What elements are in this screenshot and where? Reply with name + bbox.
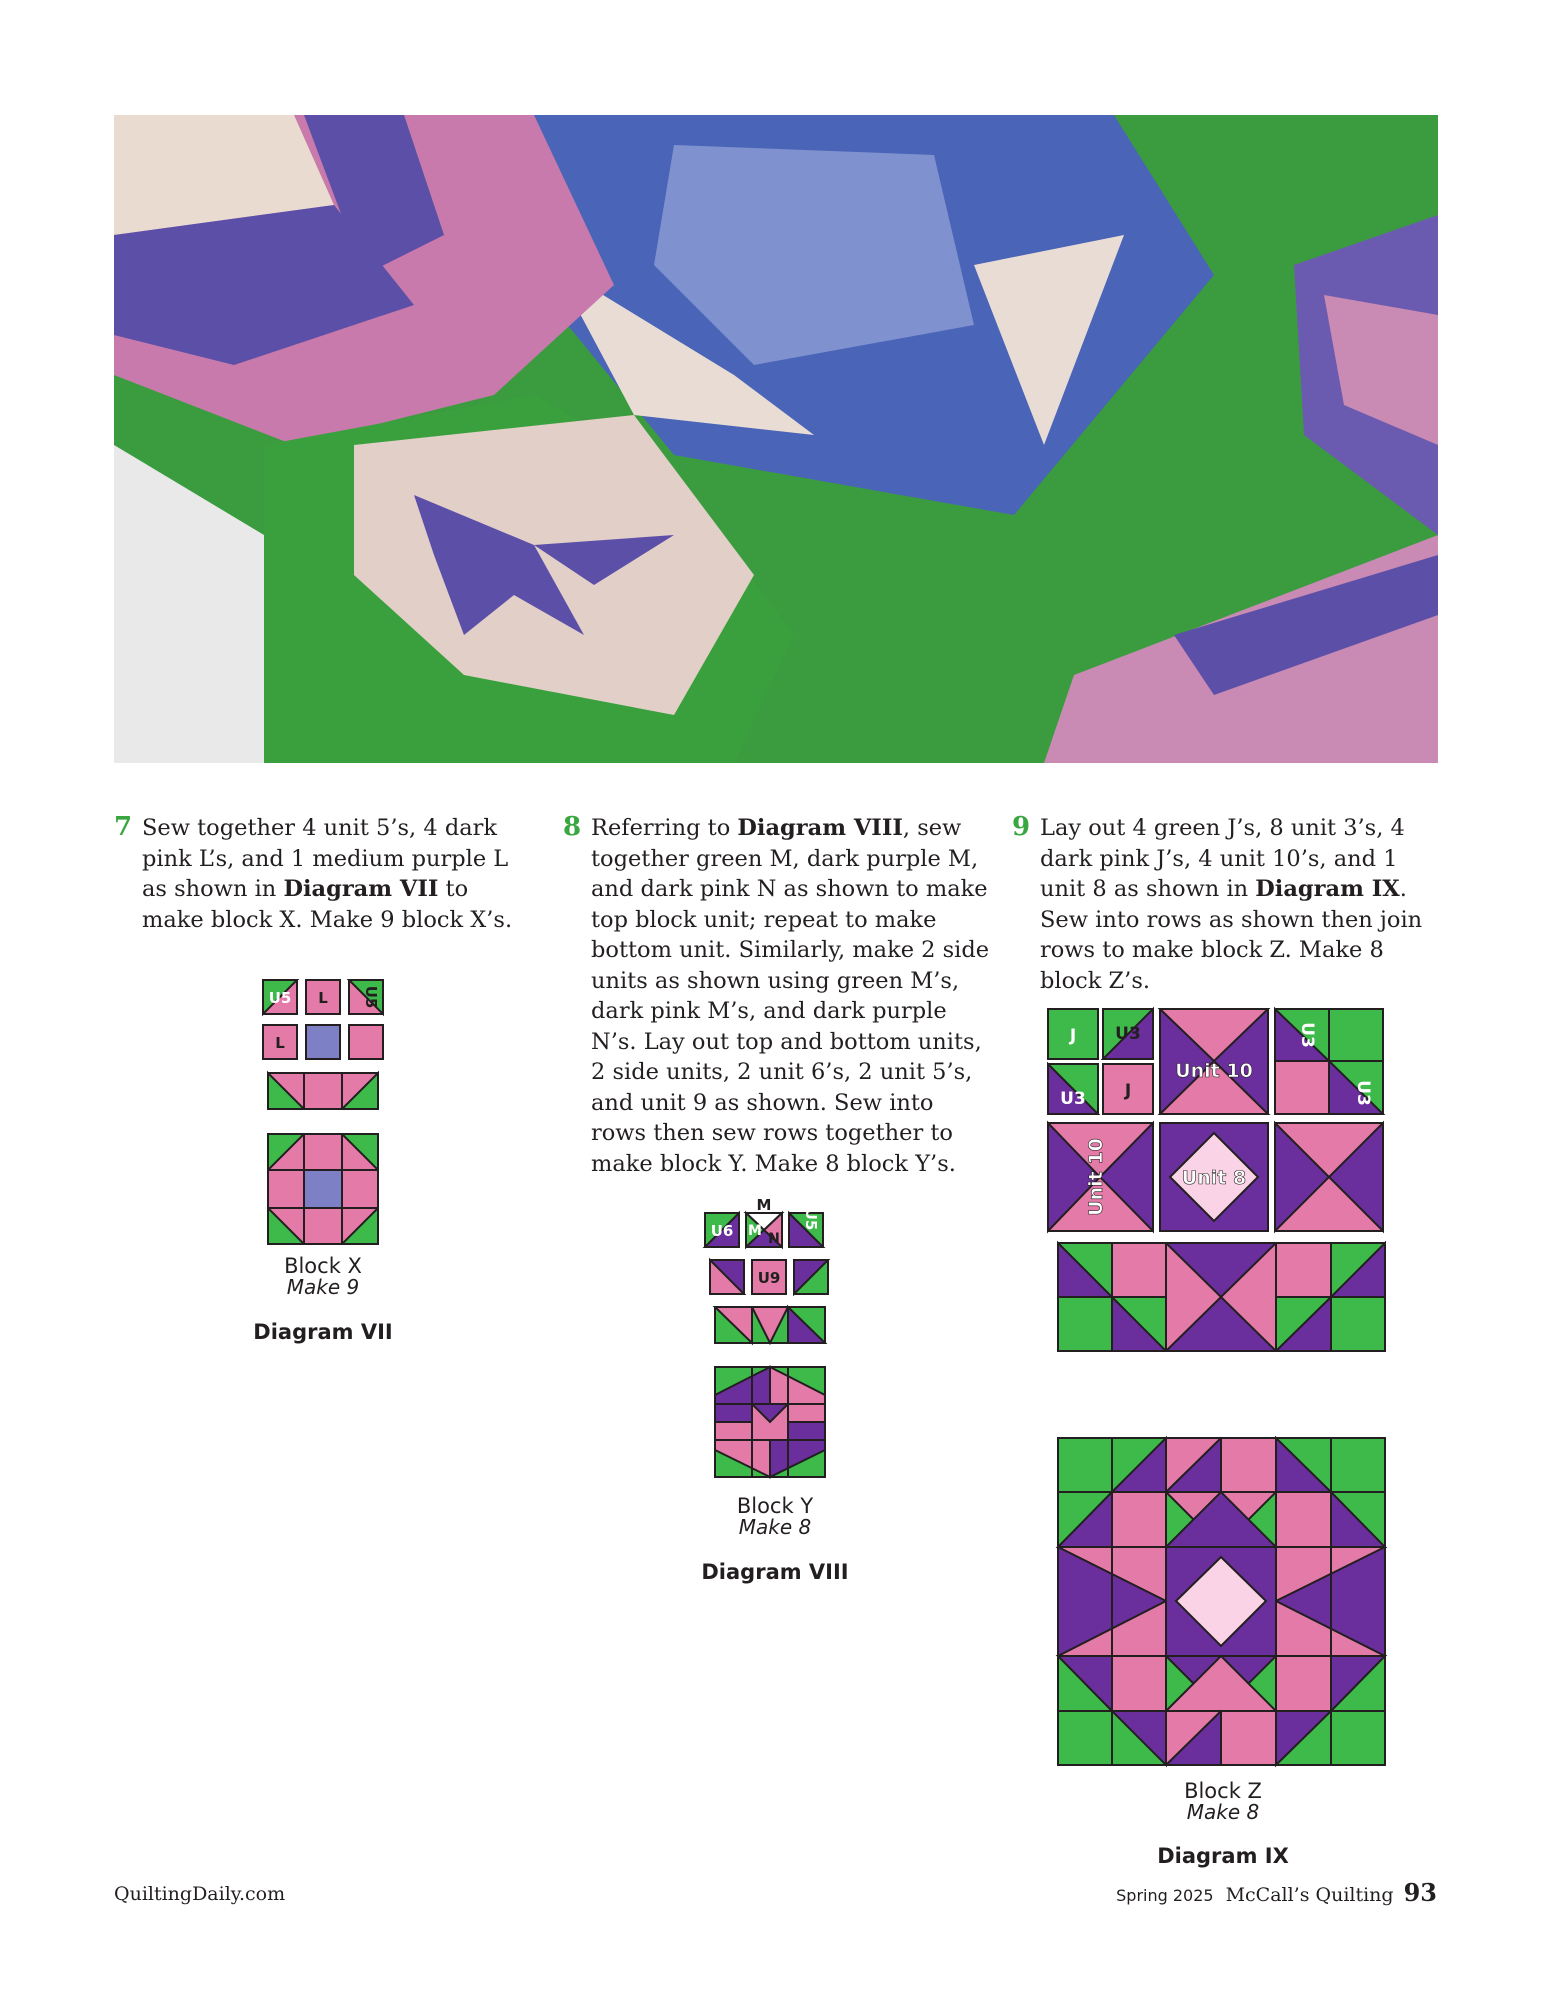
step-8 xyxy=(563,812,993,1179)
make-count: Make 8 xyxy=(1186,1800,1260,1824)
diagram-ix-caption xyxy=(1093,1780,1353,1823)
label-u5: U5 xyxy=(268,989,292,1007)
step-text: Sew together 4 unit 5’s, 4 dark pink L’s, and 1 medium purple L as shown in xyxy=(142,815,509,902)
label-u9: U9 xyxy=(757,1269,781,1287)
label-u3: U3 xyxy=(1060,1089,1086,1109)
step-text: Referring to xyxy=(591,815,738,841)
block-name: Block Z xyxy=(1184,1779,1262,1803)
step-number: 8 xyxy=(563,812,582,842)
label-u3: U3 xyxy=(1297,1022,1317,1048)
block-name: Block X xyxy=(284,1254,362,1278)
diagram-ix-title: Diagram IX xyxy=(1157,1844,1289,1868)
diagram-ix xyxy=(1040,1005,1410,1770)
page-number: 93 xyxy=(1403,1878,1437,1907)
step-text: to make block X. Make 9 block X’s. xyxy=(142,876,513,933)
label-unit-10: Unit 10 xyxy=(1085,1138,1107,1216)
footer-site: QuiltingDaily.com xyxy=(114,1883,286,1905)
label-m: M xyxy=(756,1196,772,1214)
label-l: L xyxy=(275,1034,285,1052)
step-text-bold: Diagram VIII xyxy=(737,815,903,841)
label-j: J xyxy=(1069,1026,1077,1046)
step-text-bold: Diagram VII xyxy=(283,876,439,902)
footer-magazine: McCall’s Quilting xyxy=(1225,1884,1394,1906)
label-unit-10: Unit 10 xyxy=(1175,1060,1253,1082)
step-text: . Sew into rows as shown then join rows to make block Z. Make 8 block Z’s. xyxy=(1040,876,1423,994)
block-name: Block Y xyxy=(736,1494,814,1518)
step-text: , sew together green M, dark purple M, and dark pink N as shown to make top block unit; repeat to make bottom unit. Similarly, make 2 side units as shown using green M’s, dark pink M’s, and dark purple N’s. Lay out top and bottom units, 2 side units, 2 unit 6’s, 2 unit 5’s, and unit 9 as shown. Sew into rows then sew rows together to make block Y. Make 8 block Y’s. xyxy=(591,815,990,1177)
label-m: M xyxy=(748,1223,762,1239)
diagram-viii-title: Diagram VIII xyxy=(701,1560,849,1584)
step-9 xyxy=(1012,812,1438,996)
diagram-vii-caption xyxy=(193,1255,453,1298)
label-u6: U6 xyxy=(710,1222,734,1240)
footer-season: Spring 2025 xyxy=(1116,1886,1214,1905)
label-j: J xyxy=(1124,1081,1132,1101)
step-text: Lay out 4 green J’s, 8 unit 3’s, 4 dark pink J’s, 4 unit 10’s, and 1 unit 8 as shown in xyxy=(1040,815,1405,902)
label-u3: U3 xyxy=(1353,1080,1373,1106)
step-text-bold: Diagram IX xyxy=(1255,876,1400,902)
label-u3: U3 xyxy=(1115,1024,1141,1044)
step-7 xyxy=(114,812,524,935)
label-l: L xyxy=(318,989,328,1007)
label-u5: U5 xyxy=(802,1207,820,1231)
label-u5: U5 xyxy=(362,985,380,1009)
diagram-vii xyxy=(258,975,398,1255)
step-number: 7 xyxy=(114,812,133,842)
quilt-photo xyxy=(114,115,1438,763)
make-count: Make 9 xyxy=(286,1275,360,1299)
step-number: 9 xyxy=(1012,812,1031,842)
label-unit-8: Unit 8 xyxy=(1181,1167,1247,1189)
make-count: Make 8 xyxy=(738,1515,812,1539)
diagram-viii xyxy=(700,1195,850,1485)
footer-publication xyxy=(1116,1878,1437,1907)
diagram-viii-caption xyxy=(645,1495,905,1538)
label-n: N xyxy=(768,1231,780,1247)
diagram-vii-title: Diagram VII xyxy=(253,1320,393,1344)
